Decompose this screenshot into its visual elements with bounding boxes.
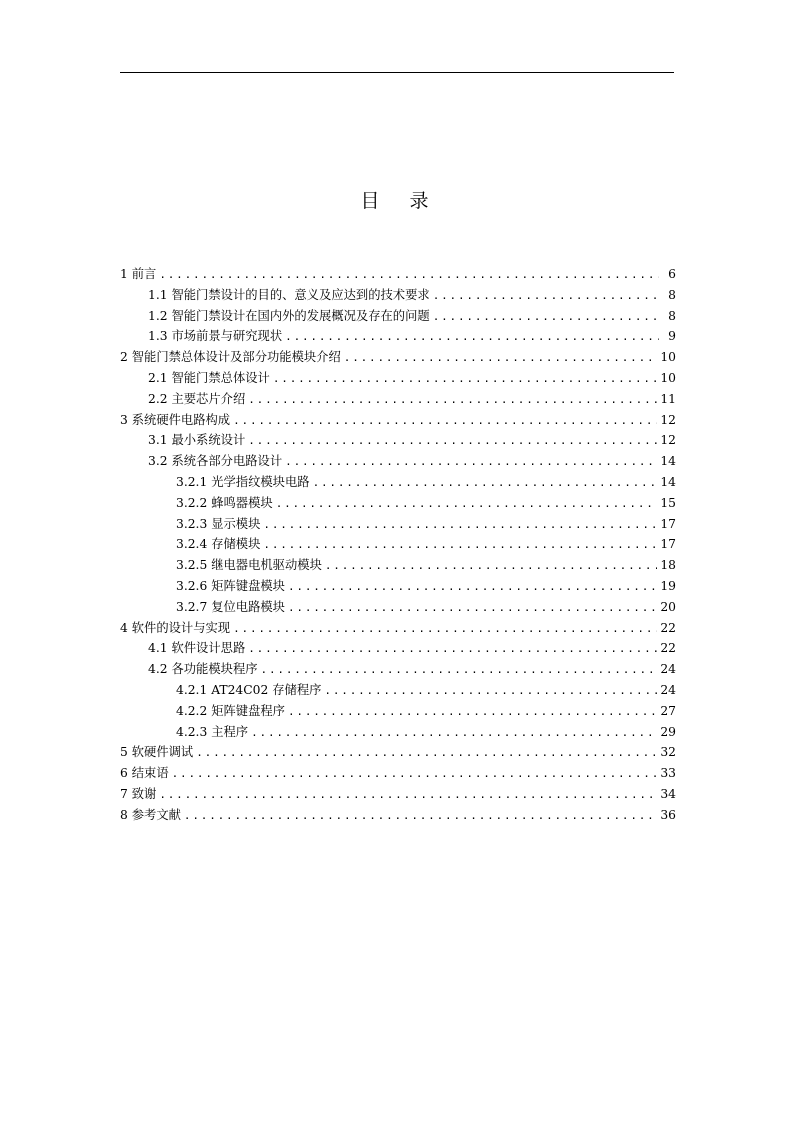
toc-entry-label: 3.2.4 存储模块 (176, 537, 261, 552)
toc-entry[interactable] (120, 659, 676, 680)
toc-leader-dots (248, 639, 657, 660)
toc-entry-label: 2.1 智能门禁总体设计 (148, 370, 270, 385)
page-title: 目 录 (360, 190, 441, 212)
toc-entry-label: 4.2 各功能模块程序 (148, 662, 258, 677)
toc-entry[interactable] (120, 389, 676, 410)
toc-leader-dots (263, 515, 657, 536)
toc-leader-dots (248, 390, 657, 411)
toc-entry-page-number: 12 (660, 433, 676, 448)
toc-leader-dots (344, 348, 658, 369)
toc-leader-dots (313, 473, 658, 494)
toc-entry-page-number: 22 (660, 641, 676, 656)
toc-entry-page-number: 24 (660, 682, 676, 697)
toc-entry[interactable] (120, 742, 676, 763)
toc-entry-label: 2.2 主要芯片介绍 (148, 391, 246, 406)
toc-leader-dots (288, 702, 657, 723)
toc-leader-dots (248, 431, 657, 452)
toc-entry[interactable] (120, 701, 676, 722)
toc-leader-dots (324, 681, 657, 702)
toc-entry-label: 7 致谢 (120, 786, 157, 801)
toc-entry-page-number: 14 (660, 454, 676, 469)
toc-entry-page-number: 24 (660, 662, 676, 677)
toc-entry-page-number: 34 (660, 786, 676, 801)
toc-leader-dots (273, 369, 658, 390)
toc-entry-label: 1 前言 (120, 267, 157, 281)
toc-entry-label: 1.1 智能门禁设计的目的、意义及应达到的技术要求 (148, 287, 430, 302)
toc-entry-page-number: 10 (660, 350, 676, 365)
toc-entry[interactable] (120, 472, 676, 493)
toc-entry-page-number: 17 (660, 516, 676, 531)
toc-leader-dots (288, 598, 657, 619)
toc-leader-dots (276, 494, 658, 515)
toc-entry[interactable] (120, 763, 676, 784)
toc-entry-label: 3.1 最小系统设计 (148, 433, 246, 448)
toc-entry[interactable] (120, 514, 676, 535)
toc-entry[interactable] (120, 576, 676, 597)
toc-entry-page-number: 14 (660, 474, 676, 489)
toc-entry-page-number: 33 (660, 766, 676, 781)
toc-leader-dots (196, 743, 657, 764)
toc-leader-dots (172, 764, 658, 785)
toc-entry-page-number: 8 (668, 308, 676, 323)
toc-leader-dots (433, 286, 659, 307)
toc-entry-label: 3.2.7 复位电路模块 (176, 599, 285, 614)
toc-entry[interactable] (120, 410, 676, 431)
toc-entry-label: 4.2.2 矩阵键盘程序 (176, 703, 285, 718)
toc-leader-dots (159, 785, 657, 806)
toc-entry-page-number: 8 (668, 287, 676, 302)
toc-entry-label: 4.2.3 主程序 (176, 724, 249, 739)
toc-entry-label: 3.2.1 光学指纹模块电路 (176, 474, 310, 489)
toc-entry-page-number: 29 (660, 724, 676, 739)
toc-entry[interactable] (120, 430, 676, 451)
toc-entry-label: 3.2 系统各部分电路设计 (148, 454, 283, 469)
toc-entry[interactable] (120, 680, 676, 701)
toc-entry-page-number: 10 (660, 370, 676, 385)
toc-entry-label: 3.2.6 矩阵键盘模块 (176, 578, 285, 593)
toc-entry[interactable] (120, 638, 676, 659)
toc-entry-page-number: 20 (660, 599, 676, 614)
toc-entry[interactable] (120, 285, 676, 306)
toc-entry-page-number: 6 (668, 267, 676, 281)
toc-entry-label: 4.2.1 AT24C02 存储程序 (176, 682, 322, 697)
toc-entry[interactable] (120, 597, 676, 618)
toc-entry[interactable] (120, 555, 676, 576)
toc-entry-label: 1.2 智能门禁设计在国内外的发展概况及存在的问题 (148, 308, 430, 323)
toc-entry-page-number: 9 (668, 329, 676, 344)
toc-entry-page-number: 36 (660, 807, 676, 822)
toc-entry[interactable] (120, 618, 676, 639)
toc-leader-dots (433, 307, 659, 328)
toc-entry-label: 2 智能门禁总体设计及部分功能模块介绍 (120, 350, 341, 365)
toc-entry-page-number: 12 (660, 412, 676, 427)
toc-entry[interactable] (120, 451, 676, 472)
toc-entry[interactable] (120, 326, 676, 347)
toc-leader-dots (261, 660, 658, 681)
toc-entry-label: 3.2.5 继电器电机驱动模块 (176, 558, 322, 573)
toc-entry-page-number: 27 (660, 703, 676, 718)
toc-entry-page-number: 17 (660, 537, 676, 552)
toc-entry-page-number: 15 (660, 495, 676, 510)
toc-entry-label: 6 结束语 (120, 766, 169, 781)
toc-entry[interactable] (120, 722, 676, 743)
toc-leader-dots (288, 577, 657, 598)
toc-entry[interactable] (120, 534, 676, 555)
toc-entry[interactable] (120, 493, 676, 514)
toc-entry[interactable] (120, 306, 676, 327)
toc-entry[interactable] (120, 368, 676, 389)
toc-entry[interactable] (120, 347, 676, 368)
toc-entry[interactable] (120, 784, 676, 805)
toc-entry-page-number: 11 (660, 391, 676, 406)
toc-entry-label: 3.2.2 蜂鸣器模块 (176, 495, 273, 510)
toc-entry-label: 3.2.3 显示模块 (176, 516, 261, 531)
toc-entry[interactable] (120, 264, 676, 285)
toc-leader-dots (325, 556, 657, 577)
toc-entry-label: 4.1 软件设计思路 (148, 641, 246, 656)
toc-entry-page-number: 18 (660, 558, 676, 573)
toc-entry-page-number: 32 (660, 745, 676, 760)
toc-leader-dots (263, 535, 657, 556)
header-rule (120, 72, 674, 73)
toc-leader-dots (233, 619, 657, 640)
toc-entry-page-number: 22 (660, 620, 676, 635)
toc-entry-label: 1.3 市场前景与研究现状 (148, 329, 283, 344)
toc-leader-dots (251, 723, 657, 744)
toc-leader-dots (285, 452, 657, 473)
table-of-contents (120, 264, 676, 826)
toc-leader-dots (184, 806, 657, 827)
toc-entry-label: 4 软件的设计与实现 (120, 620, 231, 635)
toc-entry-label: 5 软硬件调试 (120, 745, 194, 760)
toc-leader-dots (233, 411, 657, 432)
toc-leader-dots (285, 327, 659, 348)
toc-entry-page-number: 19 (660, 578, 676, 593)
toc-entry-label: 8 参考文献 (120, 807, 181, 822)
toc-entry[interactable] (120, 805, 676, 826)
toc-leader-dots (159, 265, 659, 286)
toc-entry-label: 3 系统硬件电路构成 (120, 412, 231, 427)
